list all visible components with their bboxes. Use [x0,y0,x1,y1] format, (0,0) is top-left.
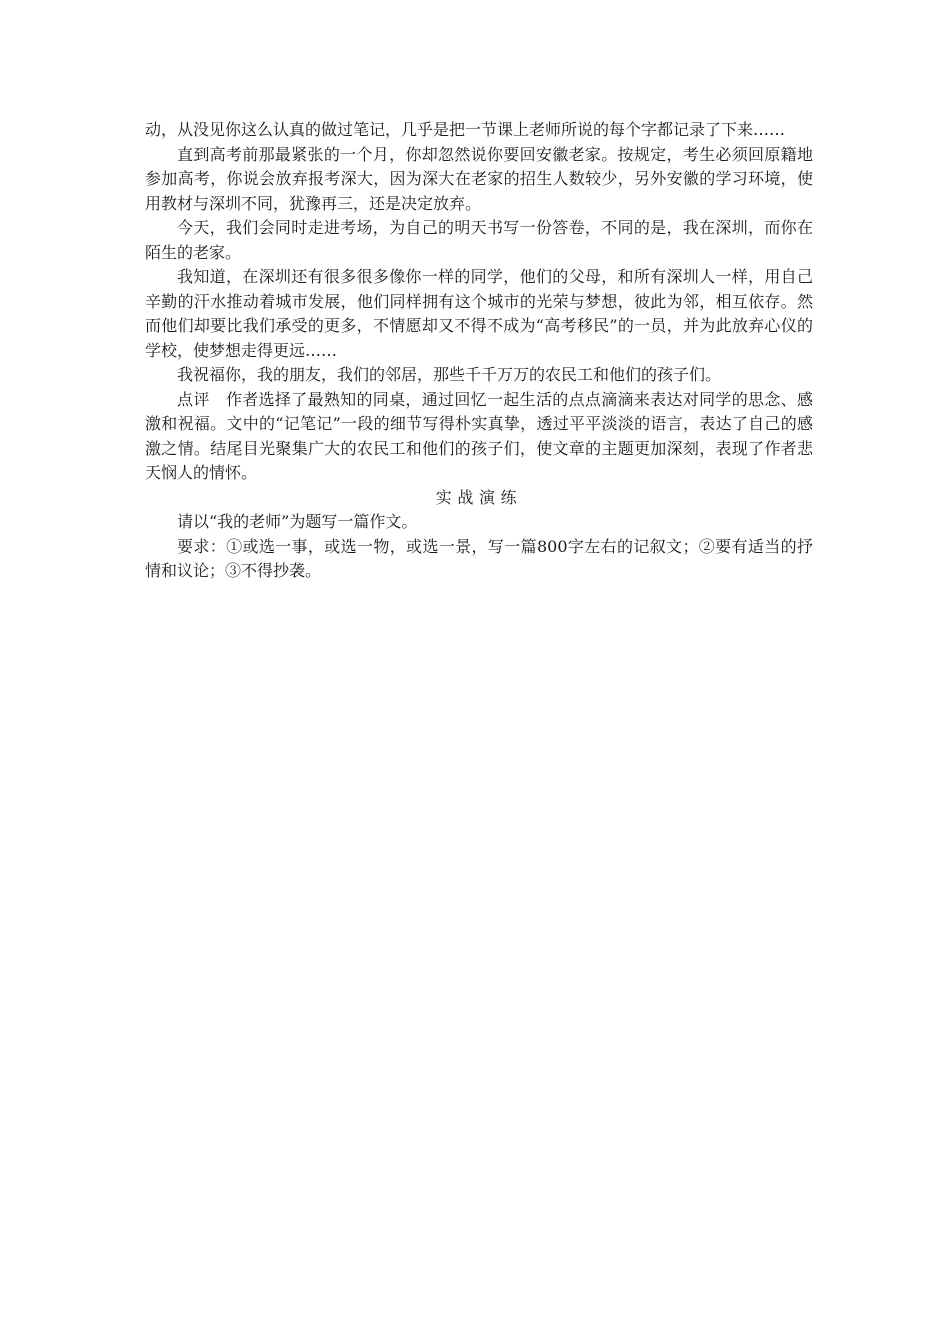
paragraph-blessing: 我祝福你，我的朋友，我们的邻居，那些千千万万的农民工和他们的孩子们。 [177,365,722,384]
paragraph-note-taking: 动，从没见你这么认真的做过笔记，几乎是把一节课上老师所说的每个字都记录了下来…… [145,120,786,139]
practice-requirements: 要求：①或选一事，或选一物，或选一景，写一篇800字左右的记叙文；②要有适当的抒情和议论；③不得抄袭。 [145,536,813,580]
practice-prompt: 请以“我的老师”为题写一篇作文。 [177,512,418,531]
paragraph-shenzhen-students: 我知道，在深圳还有很多很多像你一样的同学，他们的父母，和所有深圳人一样，用自己辛勤的汗水推动着城市发展，他们同样拥有这个城市的光荣与梦想，彼此为邻，相互依存。然而他们却要比我们承受的更多，不情愿却又不得不成为“高考移民”的一员，并为此放弃心仪的学校，使梦想走得更远…… [145,267,813,360]
paragraph-commentary: 点评 作者选择了最熟知的同桌，通过回忆一起生活的点点滴滴来表达对同学的思念、感激和祝福。文中的“记笔记”一段的细节写得朴实真挚，透过平平淡淡的语言，表达了自己的感激之情。结尾目光聚集广大的农民工和他们的孩子们，使文章的主题更加深刻，表现了作者悲天悯人的情怀。 [145,389,813,482]
paragraph-exam-today: 今天，我们会同时走进考场，为自己的明天书写一份答卷，不同的是，我在深圳，而你在陌生的老家。 [145,218,813,262]
paragraph-gaokao-leave: 直到高考前那最紧张的一个月，你却忽然说你要回安徽老家。按规定，考生必须回原籍地参加高考，你说会放弃报考深大，因为深大在老家的招生人数较少，另外安徽的学习环境，使用教材与深圳不同，犹豫再三，还是决定放弃。 [145,144,813,213]
document-page [145,118,813,584]
section-heading: 实战演练 [435,487,523,507]
